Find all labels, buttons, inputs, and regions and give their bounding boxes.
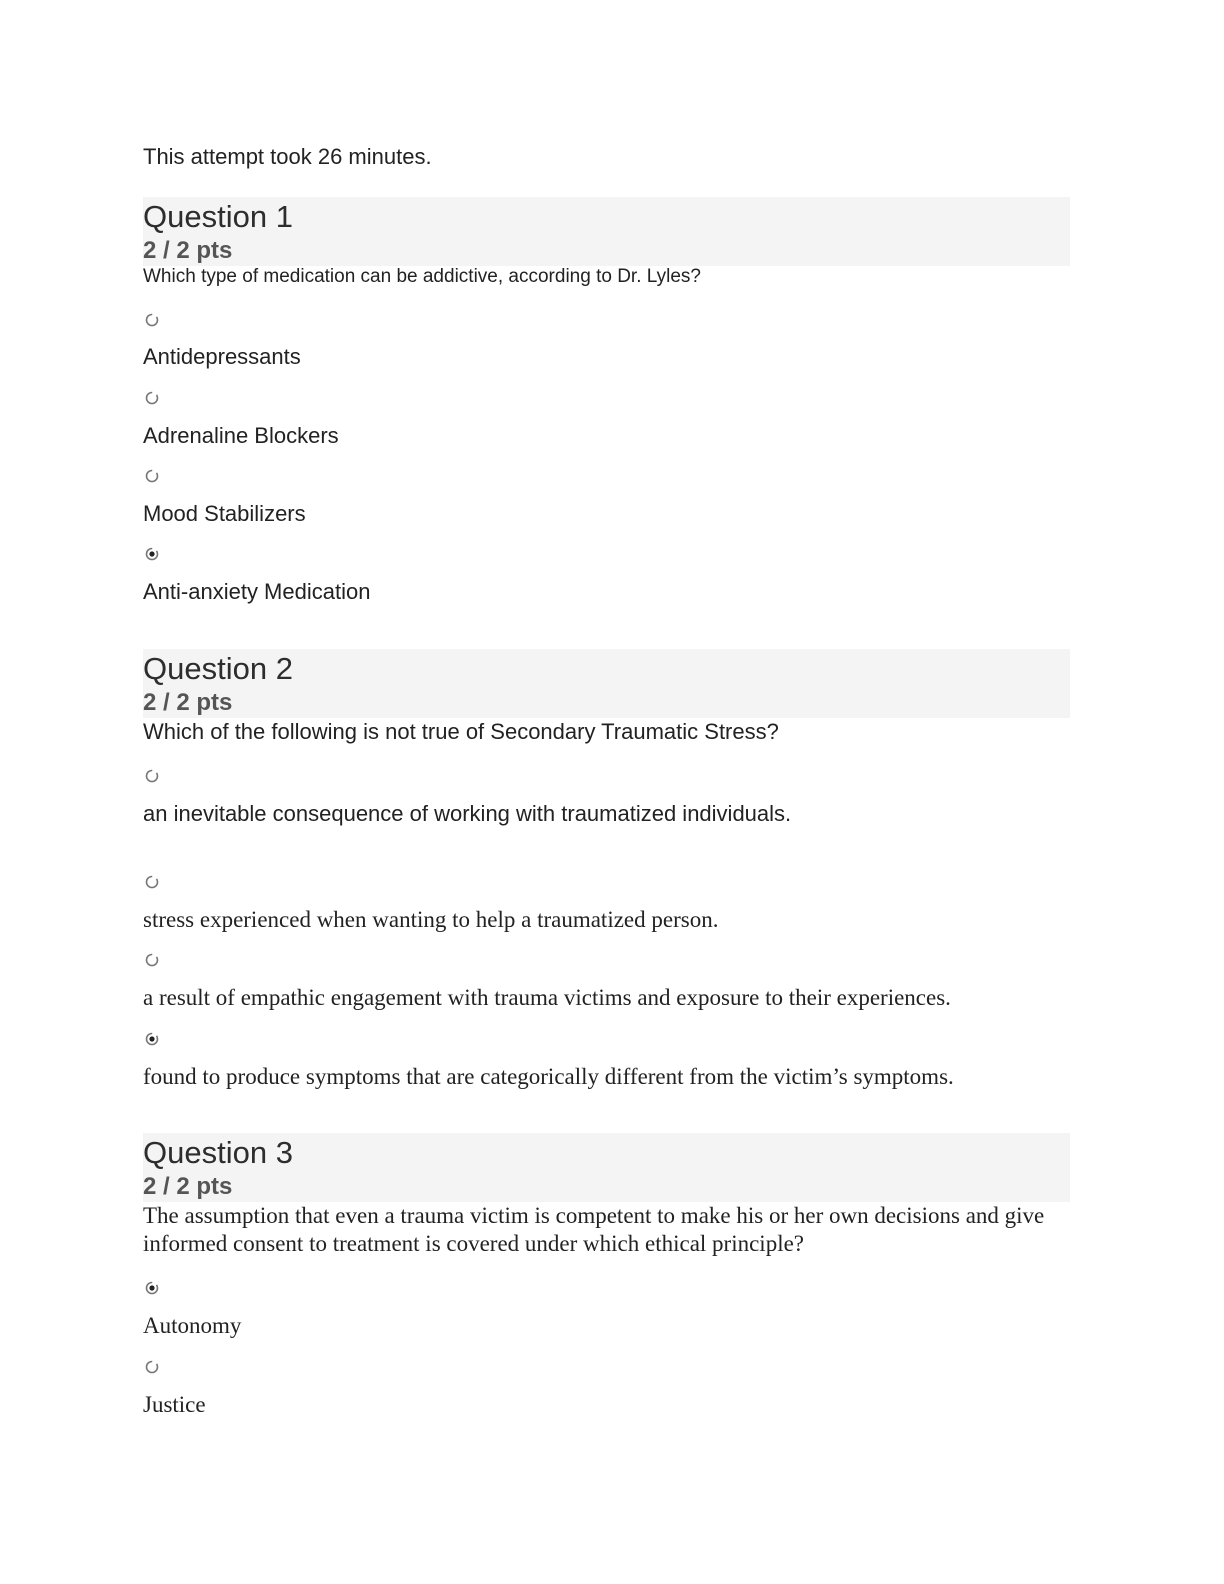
- answer-option[interactable]: Autonomy: [143, 1313, 242, 1338]
- question-text: Which of the following is not true of Secondary Traumatic Stress?: [143, 719, 779, 744]
- radio-selected-icon[interactable]: [145, 1281, 159, 1295]
- answer-option[interactable]: Anti-anxiety Medication: [143, 579, 371, 604]
- radio-unselected-icon[interactable]: [145, 953, 159, 967]
- radio-unselected-icon[interactable]: [145, 1360, 159, 1374]
- radio-unselected-icon[interactable]: [145, 391, 159, 405]
- radio-selected-icon[interactable]: [145, 547, 159, 561]
- question-text: The assumption that even a trauma victim is competent to make his or her own decisions and give informed consent to treatment is covered under which ethical principle?: [143, 1203, 1045, 1256]
- question-points: 2 / 2 pts: [143, 1173, 233, 1200]
- question-title: Question 1: [143, 199, 293, 234]
- radio-selected-icon[interactable]: [145, 1032, 159, 1046]
- attempt-duration: This attempt took 26 minutes.: [143, 144, 432, 169]
- radio-unselected-icon[interactable]: [145, 769, 159, 783]
- question-title: Question 3: [143, 1135, 293, 1170]
- radio-unselected-icon[interactable]: [145, 875, 159, 889]
- answer-option[interactable]: Antidepressants: [143, 344, 301, 369]
- question-2-header: [143, 649, 1070, 718]
- answer-option[interactable]: Mood Stabilizers: [143, 501, 306, 526]
- question-text: Which type of medication can be addictive, according to Dr. Lyles?: [143, 266, 701, 287]
- answer-option[interactable]: found to produce symptoms that are categorically different from the victim’s symptoms.: [143, 1064, 954, 1089]
- answer-option[interactable]: stress experienced when wanting to help a traumatized person.: [143, 907, 719, 932]
- question-3-header: [143, 1133, 1070, 1202]
- answer-option[interactable]: Adrenaline Blockers: [143, 423, 339, 448]
- answer-option[interactable]: an inevitable consequence of working with traumatized individuals.: [143, 801, 792, 826]
- question-points: 2 / 2 pts: [143, 689, 233, 716]
- radio-unselected-icon[interactable]: [145, 469, 159, 483]
- answer-option[interactable]: Justice: [143, 1392, 206, 1417]
- question-1-header: [143, 197, 1070, 266]
- question-points: 2 / 2 pts: [143, 237, 233, 264]
- answer-option[interactable]: a result of empathic engagement with trauma victims and exposure to their experiences.: [143, 985, 951, 1010]
- question-title: Question 2: [143, 651, 293, 686]
- radio-unselected-icon[interactable]: [145, 313, 159, 327]
